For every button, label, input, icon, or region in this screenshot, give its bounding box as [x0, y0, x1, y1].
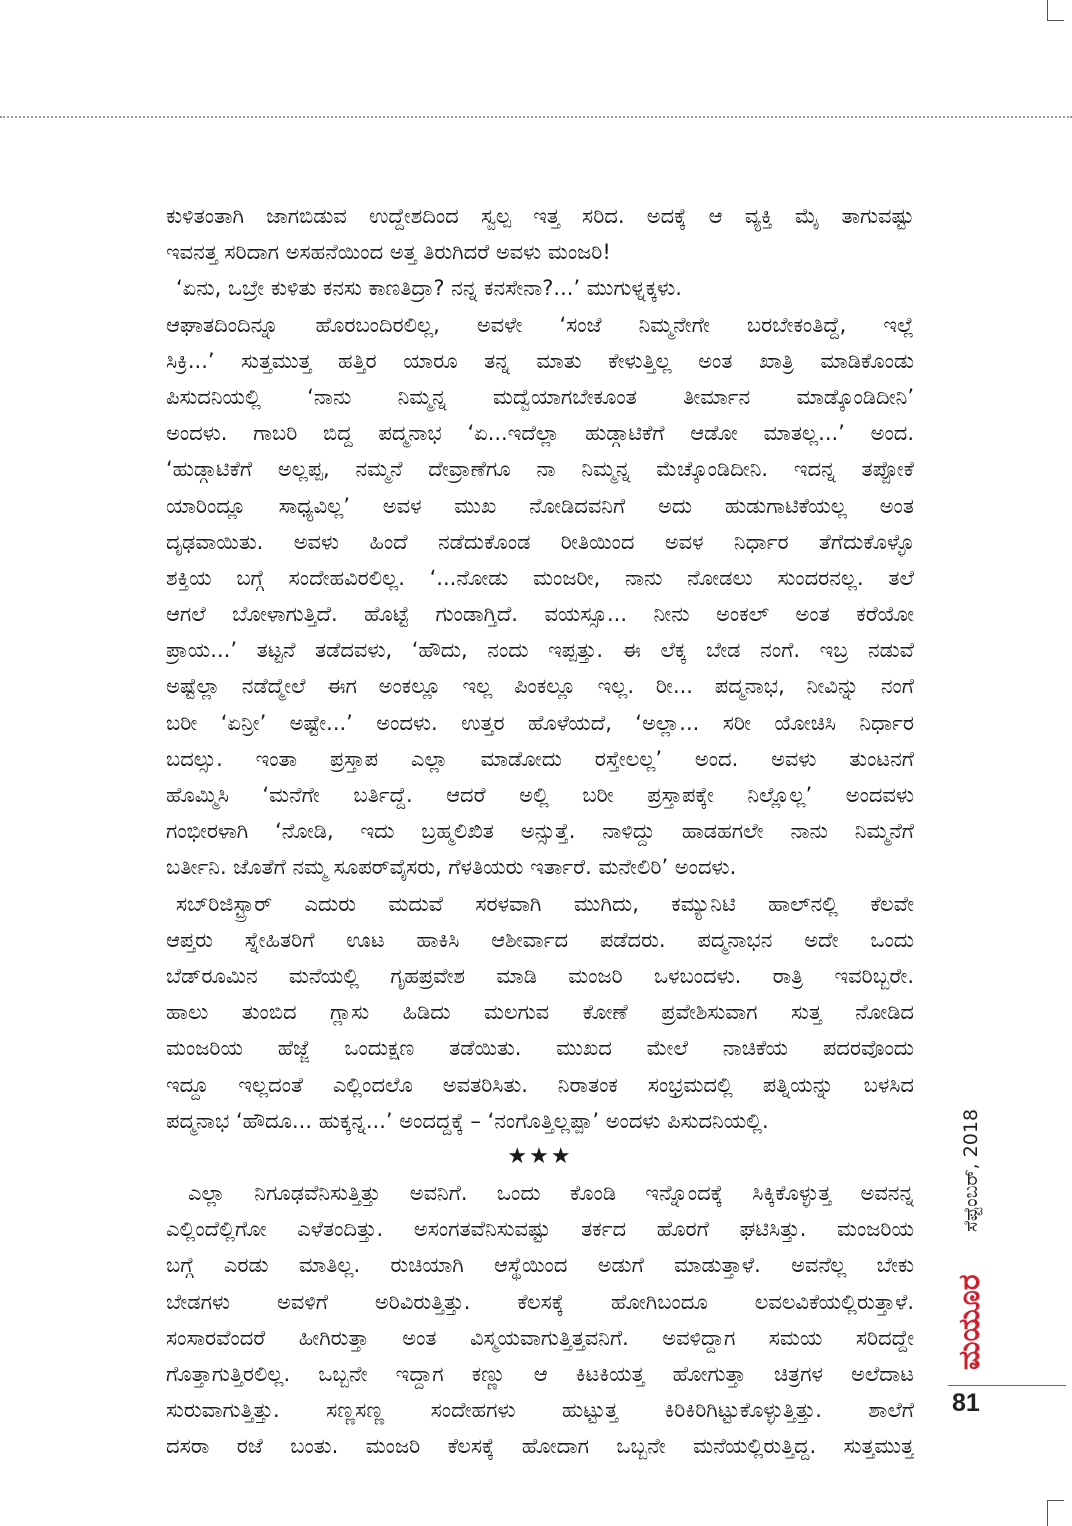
text-line: ಗಂಭೀರಳಾಗಿ ‘ನೋಡಿ, ಇದು ಬ್ರಹ್ಮಲಿಖಿತ ಅನ್ಸುತ್ತೆ. ನಾಳಿದ್ದು ಹಾಡಹಗಲೇ ನಾನು ನಿಮ್ಮನೆಗೆ: [166, 819, 914, 844]
text-line: ಕುಳಿತಂತಾಗಿ ಜಾಗಬಿಡುವ ಉದ್ದೇಶದಿಂದ ಸ್ವಲ್ಪ ಇತ್ತ ಸರಿದ. ಅದಕ್ಕೆ ಆ ವ್ಯಕ್ತಿ ಮೈ ತಾಗುವಷ್ಟು: [166, 204, 914, 228]
text-line: ಸಿಕ್ರಿ...’ ಸುತ್ತಮುತ್ತ ಹತ್ತಿರ ಯಾರೂ ತನ್ನ ಮಾತು ಕೇಳುತ್ತಿಲ್ಲ ಅಂತ ಖಾತ್ರಿ ಮಾಡಿಕೊಂಡು: [166, 348, 914, 373]
text-line: ಬರ್ತೀನಿ. ಜೊತೆಗೆ ನಮ್ಮ ಸೂಪರ್‌ವೈಸರು, ಗೆಳತಿಯರು ಇರ್ತಾರೆ. ಮನೇಲಿರಿ’ ಅಂದಳು.: [166, 855, 737, 880]
text-line: ಬಗ್ಗೆ ಎರಡು ಮಾತಿಲ್ಲ. ರುಚಿಯಾಗಿ ಆಸ್ಥೆಯಿಂದ ಅಡುಗೆ ಮಾಡುತ್ತಾಳೆ. ಅವನೆಲ್ಲ ಬೇಕು: [166, 1253, 914, 1278]
issue-date: ಸೆಪ್ಟೆಂಬರ್, 2018: [960, 1108, 982, 1232]
article-body: [166, 198, 914, 1465]
crop-mark-bottom-right: [1047, 1500, 1064, 1526]
text-line: ಪದ್ಮನಾಭ ‘ಹೌದೂ... ಹುಕ್ಕನ್ನ...’ ಅಂದದ್ದಕ್ಕೆ – ‘ನಂಗೊತ್ತಿಲ್ಲಪ್ಪಾ’ ಅಂದಳು ಪಿಸುದನಿಯಲ್ಲಿ.: [166, 1108, 769, 1133]
text-line: ದಸರಾ ರಜೆ ಬಂತು. ಮಂಜರಿ ಕೆಲಸಕ್ಕೆ ಹೋದಾಗ ಒಬ್ಬನೇ ಮನೆಯಲ್ಲಿರುತ್ತಿದ್ದ. ಸುತ್ತಮುತ್ತ: [166, 1434, 914, 1459]
text-line: ಅಷ್ಟೆಲ್ಲಾ ನಡೆದ್ಮೇಲೆ ಈಗ ಅಂಕಲ್ಲೂ ಇಲ್ಲ ಪಿಂಕಲ್ಲೂ ಇಲ್ಲ. ರೀ... ಪದ್ಮನಾಭ, ನೀವಿನ್ನು ನಂಗೆ: [166, 674, 914, 699]
crop-mark-top-right: [1047, 0, 1064, 21]
text-line: ‘ಏನು, ಒಬ್ರೇ ಕುಳಿತು ಕನಸು ಕಾಣತಿದ್ರಾ? ನನ್ನ ಕನಸೇನಾ?...’ ಮುಗುಳ್ನಕ್ಕಳು.: [176, 276, 682, 301]
text-line: ಆಗಲೆ ಬೋಳಾಗುತ್ತಿದೆ. ಹೊಟ್ಟೆ ಗುಂಡಾಗ್ತಿದೆ. ವಯಸ್ಸೂ... ನೀನು ಅಂಕಲ್ ಅಂತ ಕರೆಯೋ: [166, 602, 914, 627]
text-line: ಸಂಸಾರವೆಂದರೆ ಹೀಗಿರುತ್ತಾ ಅಂತ ವಿಸ್ಮಯವಾಗುತ್ತಿತ್ತವನಿಗೆ. ಅವಳಿದ್ದಾಗ ಸಮಯ ಸರಿದದ್ದೇ: [166, 1325, 914, 1350]
text-line: ಬೆಡ್‌ರೂಮಿನ ಮನೆಯಲ್ಲಿ ಗೃಹಪ್ರವೇಶ ಮಾಡಿ ಮಂಜರಿ ಒಳಬಂದಳು. ರಾತ್ರಿ ಇವರಿಬ್ಬರೇ.: [166, 963, 914, 988]
section-break-stars: ★★★: [507, 1143, 573, 1169]
text-line: ಇವನತ್ತ ಸರಿದಾಗ ಅಸಹನೆಯಿಂದ ಅತ್ತ ತಿರುಗಿದರೆ ಅವಳು ಮಂಜರಿ!: [166, 240, 611, 265]
magazine-logo: ಮಯೂರ: [952, 1274, 987, 1370]
text-line: ಸಬ್‌ರಿಜಿಸ್ಟ್ರಾರ್ ಎದುರು ಮದುವೆ ಸರಳವಾಗಿ ಮುಗಿದು, ಕಮ್ಯುನಿಟಿ ಹಾಲ್‌ನಲ್ಲಿ ಕೆಲವೇ: [176, 891, 914, 916]
text-line: ಗೊತ್ತಾಗುತ್ತಿರಲಿಲ್ಲ. ಒಬ್ಬನೇ ಇದ್ದಾಗ ಕಣ್ಣು ಆ ಕಿಟಕಿಯತ್ತ ಹೋಗುತ್ತಾ ಚಿತ್ರಗಳ ಅಲೆದಾಟ: [166, 1362, 914, 1386]
text-line: ಬದಲ್ಸು. ಇಂತಾ ಪ್ರಸ್ತಾಪ ಎಲ್ಲಾ ಮಾಡೋದು ರಸ್ತೇಲಲ್ಲ’ ಅಂದ. ಅವಳು ತುಂಟನಗೆ: [166, 746, 914, 771]
text-line: ಮಂಜರಿಯ ಹೆಜ್ಜೆ ಒಂದುಕ್ಷಣ ತಡೆಯಿತು. ಮುಖದ ಮೇಲೆ ನಾಚಿಕೆಯ ಪದರವೊಂದು: [166, 1036, 914, 1061]
text-line: ಸುರುವಾಗುತ್ತಿತ್ತು. ಸಣ್ಣಸಣ್ಣ ಸಂದೇಹಗಳು ಹುಟ್ಟುತ್ತ ಕಿರಿಕಿರಿಗಿಟ್ಟುಕೊಳ್ಳುತ್ತಿತ್ತು. ಶಾಲೆಗೆ: [166, 1398, 914, 1423]
text-line: ಎಲ್ಲಾ ನಿಗೂಢವೆನಿಸುತ್ತಿತ್ತು ಅವನಿಗೆ. ಒಂದು ಕೊಂಡಿ ಇನ್ನೊಂದಕ್ಕೆ ಸಿಕ್ಕಿಕೊಳ್ಳುತ್ತ ಅವನನ್ನ: [188, 1181, 914, 1206]
text-line: ಹೊಮ್ಮಿಸಿ ‘ಮನೆಗೇ ಬರ್ತಿದ್ದೆ. ಆದರೆ ಅಲ್ಲಿ ಬರೀ ಪ್ರಸ್ತಾಪಕ್ಕೇ ನಿಲ್ಲೊಲ್ಲ’ ಅಂದವಳು: [166, 783, 914, 807]
text-line: ‘ಹುಡ್ಗಾಟಿಕೆಗೆ ಅಲ್ಲಪ್ಪ, ನಮ್ಮನೆ ದೇವ್ರಾಣೆಗೂ ನಾ ನಿಮ್ಮನ್ನ ಮೆಚ್ಕೊಂಡಿದೀನಿ. ಇದನ್ನ ತಪ್ಪೋಕೆ: [166, 457, 914, 482]
folio-sidebar: [952, 1085, 988, 1385]
text-line: ದೃಢವಾಯಿತು. ಅವಳು ಹಿಂದೆ ನಡೆದುಕೊಂಡ ರೀತಿಯಿಂದ ಅವಳ ನಿರ್ಧಾರ ತೆಗೆದುಕೊಳ್ಳೊ: [166, 529, 914, 554]
text-line: ಬರೀ ‘ಏನ್ರೀ’ ಅಷ್ಟೇ...’ ಅಂದಳು. ಉತ್ತರ ಹೊಳೆಯದೆ, ‘ಅಲ್ಲಾ... ಸರೀ ಯೋಚಿಸಿ ನಿರ್ಧಾರ: [166, 710, 914, 735]
text-line: ಪ್ರಾಯ...’ ತಟ್ಟನೆ ತಡೆದವಳು, ‘ಹೌದು, ನಂದು ಇಪ್ಪತ್ತು. ಈ ಲೆಕ್ಕ ಬೇಡ ನಂಗೆ. ಇಬ್ರ ನಡುವೆ: [166, 638, 914, 663]
text-line: ಆಪ್ತರು ಸ್ನೇಹಿತರಿಗೆ ಊಟ ಹಾಕಿಸಿ ಆಶೀರ್ವಾದ ಪಡೆದರು. ಪದ್ಮನಾಭನ ಅದೇ ಒಂದು: [166, 927, 914, 952]
text-line: ಎಲ್ಲಿಂದೆಲ್ಲಿಗೋ ಎಳೆತಂದಿತ್ತು. ಅಸಂಗತವೆನಿಸುವಷ್ಟು ತರ್ಕದ ಹೊರಗೆ ಘಟಿಸಿತ್ತು. ಮಂಜರಿಯ: [166, 1217, 914, 1242]
text-line: ಹಾಲು ತುಂಬಿದ ಗ್ಲಾಸು ಹಿಡಿದು ಮಲಗುವ ಕೋಣೆ ಪ್ರವೇಶಿಸುವಾಗ ಸುತ್ತ ನೋಡಿದ: [166, 1000, 914, 1025]
text-line: ಅಂದಳು. ಗಾಬರಿ ಬಿದ್ದ ಪದ್ಮನಾಭ ‘ಏ...ಇದೆಲ್ಲಾ ಹುಡ್ಗಾಟಿಕೆಗೆ ಆಡೋ ಮಾತಲ್ಲ...’ ಅಂದ.: [166, 421, 914, 446]
text-line: ಪಿಸುದನಿಯಲ್ಲಿ ‘ನಾನು ನಿಮ್ಮನ್ನ ಮದ್ವೆಯಾಗಬೇಕೂಂತ ತೀರ್ಮಾನ ಮಾಡ್ಕೊಂಡಿದೀನಿ’: [166, 384, 914, 409]
text-line: ಯಾರಿಂದ್ಲೂ ಸಾಧ್ಯವಿಲ್ಲ’ ಅವಳ ಮುಖ ನೋಡಿದವನಿಗೆ ಅದು ಹುಡುಗಾಟಿಕೆಯಲ್ಲ ಅಂತ: [166, 493, 914, 518]
text-line: ಆಘಾತದಿಂದಿನ್ನೂ ಹೊರಬಂದಿರಲಿಲ್ಲ, ಅವಳೇ ‘ಸಂಜೆ ನಿಮ್ಮನೇಗೇ ಬರಬೇಕಂತಿದ್ದೆ, ಇಲ್ಲೆ: [166, 312, 914, 337]
dotted-header-rule: [0, 116, 1072, 118]
page-number: 81: [952, 1389, 980, 1417]
text-line: ಶಕ್ತಿಯ ಬಗ್ಗೆ ಸಂದೇಹವಿರಲಿಲ್ಲ. ‘...ನೋಡು ಮಂಜರೀ, ನಾನು ನೋಡಲು ಸುಂದರನಲ್ಲ. ತಲೆ: [166, 565, 914, 590]
text-line: ಬೇಡಗಳು ಅವಳಿಗೆ ಅರಿವಿರುತ್ತಿತ್ತು. ಕೆಲಸಕ್ಕೆ ಹೋಗಿಬಂದೂ ಲವಲವಿಕೆಯಲ್ಲಿರುತ್ತಾಳೆ.: [166, 1289, 914, 1314]
text-line: ಇದ್ದೂ ಇಲ್ಲದಂತೆ ಎಲ್ಲಿಂದಲೊ ಅವತರಿಸಿತು. ನಿರಾತಂಕ ಸಂಭ್ರಮದಲ್ಲಿ ಪತ್ನಿಯನ್ನು ಬಳಸಿದ: [166, 1072, 914, 1097]
